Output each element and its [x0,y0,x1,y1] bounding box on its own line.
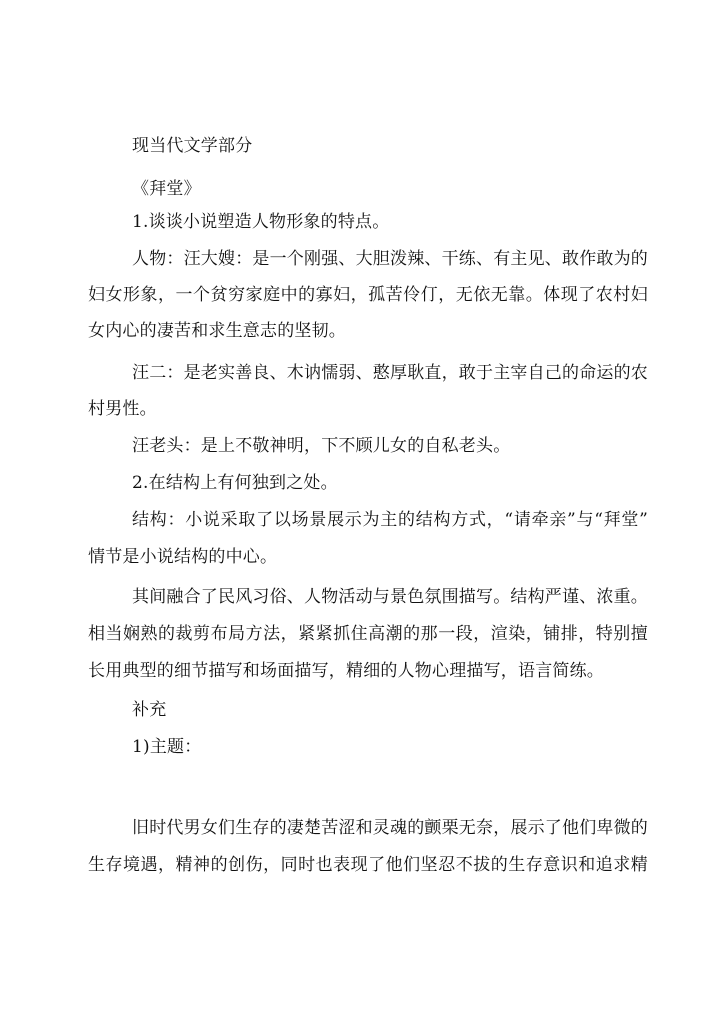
paragraph-line: 村男性。 [88,399,157,419]
supplement-heading: 补充 [132,700,167,720]
question-2: 2.在结构上有何独到之处。 [132,473,338,493]
paragraph-line: 长用典型的细节描写和场面描写，精细的人物心理描写，语言简练。 [88,661,604,681]
paragraph-line: 结构：小说采取了以场景展示为主的结构方式，“请牵亲”与“拜堂” [132,510,648,530]
paragraph-line: 汪老头：是上不敬神明，下不顾儿女的自私老头。 [132,436,511,456]
paragraph-line: 女内心的凄苦和求生意志的坚韧。 [88,321,346,341]
paragraph-line: 生存境遇，精神的创伤，同时也表现了他们坚忍不拔的生存意识和追求精 [88,855,648,875]
section-heading: 现当代文学部分 [132,136,253,156]
theme-heading: 1)主题： [132,737,202,757]
paragraph-line: 旧时代男女们生存的凄楚苦涩和灵魂的颤栗无奈，展示了他们卑微的 [132,818,648,838]
paragraph-line: 其间融合了民风习俗、人物活动与景色氛围描写。结构严谨、浓重。 [132,587,648,607]
paragraph-line: 情节是小说结构的中心。 [88,547,278,567]
paragraph-line: 人物：汪大嫂：是一个刚强、大胆泼辣、干练、有主见、敢作敢为的 [132,249,648,269]
paragraph-line: 相当娴熟的裁剪布局方法，紧紧抓住高潮的那一段，渲染，铺排，特别擅 [88,624,648,644]
question-1: 1.谈谈小说塑造人物形象的特点。 [132,212,390,232]
paragraph-line: 妇女形象，一个贫穷家庭中的寡妇，孤苦伶仃，无依无靠。体现了农村妇 [88,285,648,305]
work-title: 《拜堂》 [132,179,201,199]
paragraph-line: 汪二：是老实善良、木讷懦弱、憨厚耿直，敢于主宰自己的命运的农 [132,363,648,383]
